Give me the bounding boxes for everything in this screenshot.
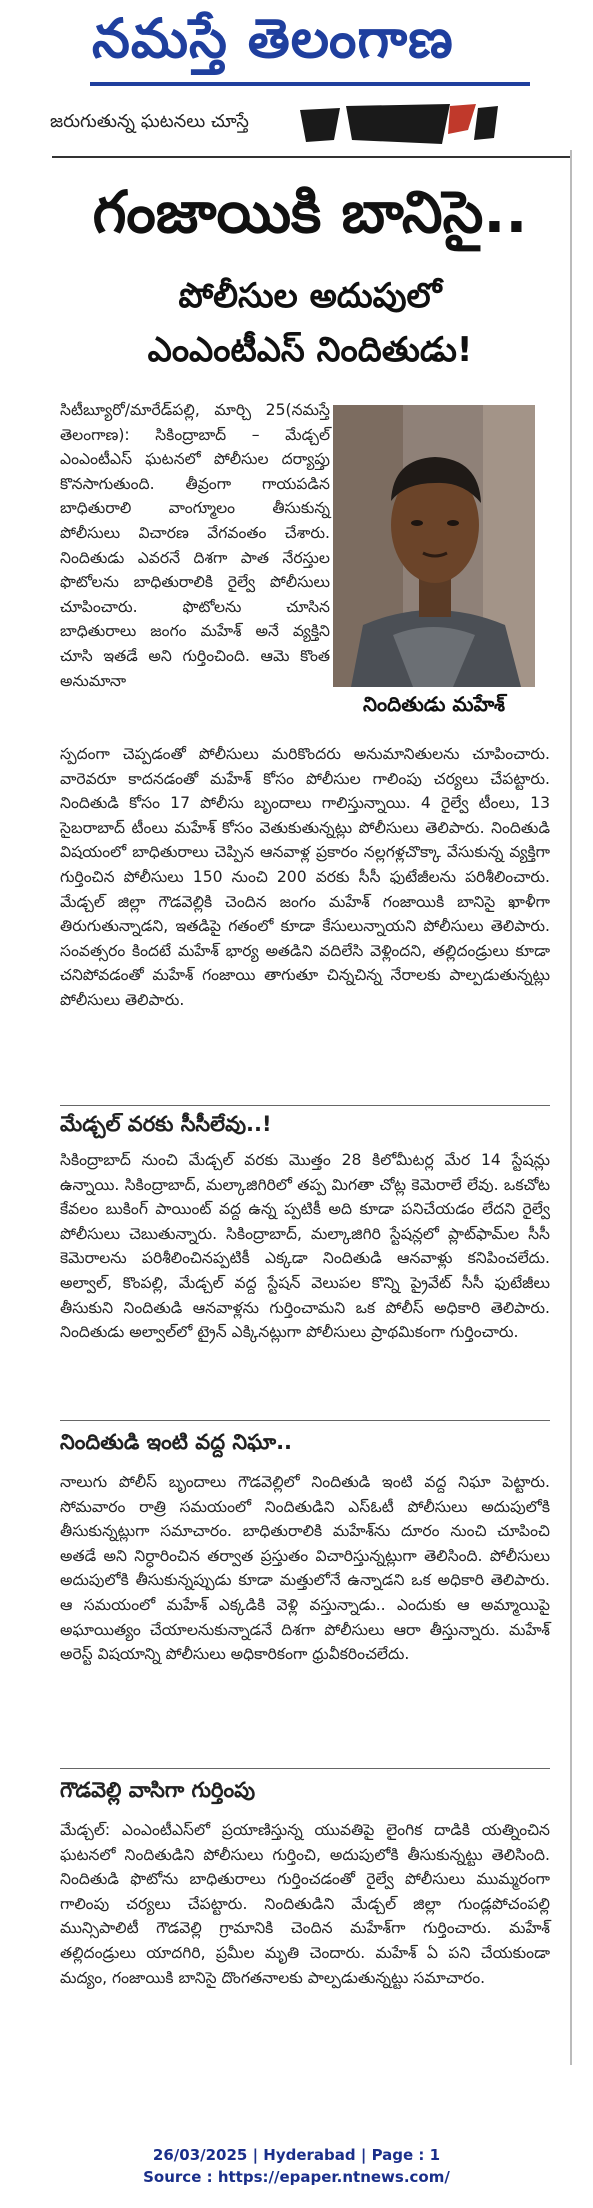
photo-caption: నిందితుడు మహేశ్ (362, 692, 506, 716)
brand-banner-art (300, 100, 500, 146)
section-divider (60, 1105, 550, 1106)
tagline: జరుగుతున్న ఘటనలు చూస్తే (50, 111, 249, 132)
column-rule (570, 150, 572, 2065)
suspect-photo (333, 405, 535, 687)
article-paragraph-2: స్పదంగా చెప్పడంతో పోలీసులు మరికొందరు అనుమానితులను చూపించారు. వారెవరూ కాదనడంతో మహేశ్ కోసం పోలీసుల గాలింపు చర్యలు చేపట్టారు. నిందితుడి కోసం 17 పోలీసు బృందాలు గాలిస్తున్నాయి. 4 రైల్వే టీంలు, 13 సైబరాబాద్ టీంలు మహేశ్ కోసం వెతుకుతున్నట్లు పోలీసులు తెలిపారు. నిందితుడి విషయంలో బాధితురాలు చెప్పిన ఆనవాళ్ల ప్రకారం నల్లగళ్లచొక్కా వేసుకున్న వ్యక్తిగా గుర్తించిన పోలీసులు 150 నుంచి 200 వరకు సీసీ ఫుటేజీలను పరిశీలించారు. మేడ్చల్ జిల్లా గౌడవెల్లికి చెందిన జంగం మహేశ్ గంజాయికి బానిసై ఖాళీగా తిరుగుతున్నాడని, ఇతడిపై గతంలో కూడా కేసులున్నాయని పోలీసులు తెలిపారు. సంవత్సరం కిందటే మహేశ్ భార్య అతడిని వదిలేసి వెళ్లిందని, తల్లిదండ్రులు కూడా చనిపోవడంతో మహేశ్ గంజాయి తాగుతూ చిన్నచిన్న నేరాలకు పాల్పడుతున్నట్లు పోలీసులు తెలిపారు. (60, 745, 550, 1009)
newspaper-logo: నమస్తే తెలంగాణ (92, 6, 454, 70)
section-heading-identification: గౌడవెల్లి వాసిగా గుర్తింపు (60, 1778, 256, 1802)
article-headline: గంజాయికి బానిసై.. (92, 178, 528, 246)
footer-edition-line: 26/03/2025 | Hyderabad | Page : 1 (152, 2146, 441, 2164)
footer-source-link[interactable]: Source : https://epaper.ntnews.com/ (143, 2168, 450, 2186)
section-divider (60, 1420, 550, 1421)
section-body-surveillance: నాలుగు పోలీస్ బృందాలు గౌడవెల్లిలో నిందితుడి ఇంటి వద్ద నిఘా పెట్టారు. సోమవారం రాత్రి సమయంలో నిందితుడిని ఎస్‌ఓటీ పోలీసులు అదుపులోకి తీసుకున్నట్లుగా సమాచారం. బాధితురాలికి మహేశ్‌ను దూరం నుంచి చూపించి అతడే అని నిర్ధారించిన తర్వాత ప్రస్తుతం విచారిస్తున్నట్లుగా తెలిసింది. పోలీసులు అదుపులోకి తీసుకున్నప్పుడు కూడా మత్తులోనే ఉన్నాడని ఒక అధికారి తెలిపారు. ఆ సమయంలో మహేశ్ ఎక్కడికి వెళ్లి వస్తున్నాడు.. ఎందుకు ఆ అమ్మాయిపై అఘాయిత్యం చేయాలనుకున్నాడనే దిశగా పోలీసులు ఆరా తీస్తున్నారు. మహేశ్ అరెస్ట్ విషయాన్ని పోలీసులు అధికారికంగా ధ్రువీకరించలేదు. (60, 1473, 550, 1664)
logo-underline (90, 82, 530, 86)
masthead-divider (52, 156, 572, 158)
section-body-identification: మేడ్చల్: ఎంఎంటీఎస్‌లో ప్రయాణిస్తున్న యువతిపై లైంగిక దాడికి యత్నించిన ఘటనలో నిందితుడిని పోలీసులు గుర్తించి, అదుపులోకి తీసుకున్నట్టు తెలిసింది. నిందితుడి ఫొటోను బాధితురాలు గుర్తించడంతో రైల్వే పోలీసులు ముమ్మరంగా గాలింపు చర్యలు చేపట్టారు. నిందితుడిని మేడ్చల్ జిల్లా గుండ్లపోచంపల్లి మున్సిపాలిటీ గౌడవెల్లి గ్రామానికి చెందిన మహేశ్‌గా గుర్తించారు. మహేశ్ తల్లిదండ్రులు యాదగిరి, ప్రమీల మృతి చెందారు. మహేశ్ ఏ పని చేయకుండా మద్యం, గంజాయికి బానిసై దొంగతనాలకు పాల్పడుతున్నట్టు సమాచారం. (60, 1821, 550, 1987)
section-divider (60, 1768, 550, 1769)
section-heading-surveillance: నిందితుడి ఇంటి వద్ద నిఘా.. (60, 1430, 293, 1454)
section-heading-cctv: మేడ్చల్ వరకు సీసీలేవు..! (60, 1112, 272, 1136)
article-subheadline-2: ఎంఎంటీఎస్ నిందితుడు! (147, 330, 473, 370)
suspect-portrait-illustration (333, 405, 535, 687)
article-subheadline-1: పోలీసుల అదుపులో (178, 276, 442, 316)
section-body-cctv: సికింద్రాబాద్ నుంచి మేడ్చల్ వరకు మొత్తం 28 కిలోమీటర్ల మేర 14 స్టేషన్లు ఉన్నాయి. సికింద్రాబాద్, మల్కాజిగిరిలో తప్ప మిగతా చోట్ల కెమెరాలే లేవు. ఒకచోట కేవలం బుకింగ్ పాయింట్ వద్ద ఉన్న ప్పటికీ అది కూడా పనిచేయడం లేదని రైల్వే పోలీసులు చెబుతున్నారు. సికింద్రాబాద్, మల్కాజిగిరి స్టేషన్లలో ప్లాట్‌ఫామ్‌ల సీసీ కెమెరాలను పరిశీలించినప్పటికీ ఎక్కడా నిందితుడి ఆనవాళ్లు కనిపించలేదు. అల్వాల్, కొంపల్లి, మేడ్చల్ వద్ద స్టేషన్ వెలుపల కొన్ని ప్రైవేట్ సీసీ ఫుటేజీలు తీసుకుని నిందితుడి ఆనవాళ్లను గుర్తించామని ఒక పోలీస్ అధికారి తెలిపారు. నిందితుడు అల్వాల్‌లో ట్రైన్ ఎక్కినట్లుగా పోలీసులు ప్రాథమికంగా గుర్తించారు. (60, 1151, 550, 1342)
masthead (0, 0, 593, 160)
article-paragraph-1: సిటీబ్యూరో/మారేడ్‌పల్లి, మార్చి 25(నమస్తే తెలంగాణ): సికింద్రాబాద్ – మేడ్చల్ ఎంఎంటీఎస్ ఘటనలో పోలీసుల దర్యాప్తు కొనసాగుతుంది. తీవ్రంగా గాయపడిన బాధితురాలి వాంగ్మూలం తీసుకున్న పోలీసులు విచారణ వేగవంతం చేశారు. నిందితుడు ఎవరనే దిశగా పాత నేరస్తుల ఫొటోలను బాధితురాలికి రైల్వే పోలీసులు చూపించారు. ఫొటోలను చూసిన బాధితురాలు జంగం మహేశ్ అనే వ్యక్తిని చూసి ఇతడే అని గుర్తించింది. ఆమె కొంత అనుమానా (60, 401, 330, 690)
